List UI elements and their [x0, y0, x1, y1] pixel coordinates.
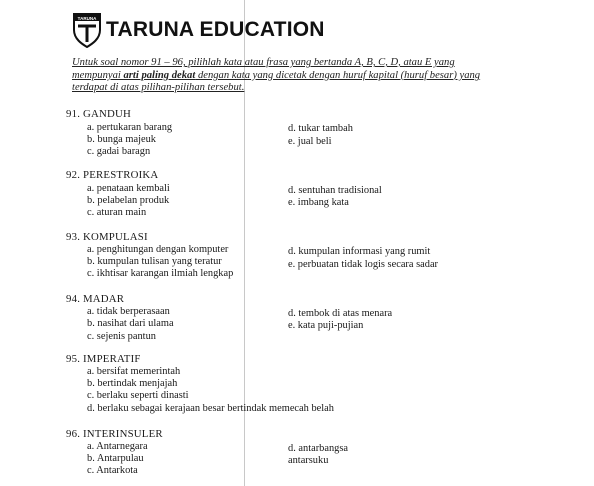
option-b: b. Antarpulau: [87, 453, 144, 464]
option-b: b. bertindak menjajah: [87, 378, 178, 389]
option-c: c. aturan main: [87, 207, 147, 218]
option-a: a. penataan kembali: [87, 183, 170, 194]
option-d: d. tukar tambah: [288, 123, 353, 134]
option-c: c. berlaku seperti dinasti: [87, 390, 189, 401]
brand-title: TARUNA EDUCATION: [106, 18, 325, 41]
option-c: c. sejenis pantun: [87, 331, 156, 342]
option-a: a. penghitungan dengan komputer: [87, 244, 229, 255]
question-title: 91. GANDUH: [66, 108, 131, 120]
question-title: 95. IMPERATIF: [66, 353, 141, 365]
option-b: b. nasihat dari ulama: [87, 318, 174, 329]
option-d: d. sentuhan tradisional: [288, 185, 382, 196]
header: [72, 10, 325, 50]
taruna-shield-logo: [72, 12, 102, 48]
option-e: e. imbang kata: [288, 197, 349, 208]
option-a: a. pertukaran barang: [87, 122, 173, 133]
option-e: e. kata puji-pujian: [288, 320, 364, 331]
instructions-part1: Untuk soal nomor 91 – 96, pilihlah kata atau frasa yang bertanda A, B, C, D, atau E yang mempunyai: [72, 57, 455, 81]
option-c: c. gadai baragn: [87, 146, 151, 157]
option-e: antarsuku: [288, 455, 329, 466]
question-title: 94. MADAR: [66, 293, 125, 305]
option-b: b. pelabelan produk: [87, 195, 170, 206]
option-d: d. tembok di atas menara: [288, 308, 393, 319]
option-a: a. tidak berperasaan: [87, 306, 170, 317]
instructions-highlight: arti paling dekat: [123, 69, 196, 81]
option-c: c. Antarkota: [87, 465, 138, 476]
option-d: d. berlaku sebagai kerajaan besar bertindak memecah belah: [87, 403, 334, 414]
question-title: 93. KOMPULASI: [66, 231, 148, 243]
option-a: a. bersifat memerintah: [87, 366, 181, 377]
option-e: e. jual beli: [288, 136, 332, 147]
logo-text: TARUNA: [77, 16, 97, 21]
instructions-text: [72, 57, 492, 95]
option-c: c. ikhtisar karangan ilmiah lengkap: [87, 268, 234, 279]
option-b: b. kumpulan tulisan yang teratur: [87, 256, 222, 267]
option-e: e. perbuatan tidak logis secara sadar: [288, 259, 439, 270]
option-d: d. antarbangsa: [288, 443, 349, 454]
option-d: d. kumpulan informasi yang rumit: [288, 246, 431, 257]
instructions-part2: dengan kata yang dicetak dengan huruf kapital (huruf besar) yang terdapat di atas pilihan-pilihan tersebut.: [72, 69, 481, 94]
question-title: 96. INTERINSULER: [66, 428, 163, 440]
question-title: 92. PERESTROIKA: [66, 169, 159, 181]
option-a: a. Antarnegara: [87, 441, 148, 452]
option-b: b. bunga majeuk: [87, 134, 156, 145]
